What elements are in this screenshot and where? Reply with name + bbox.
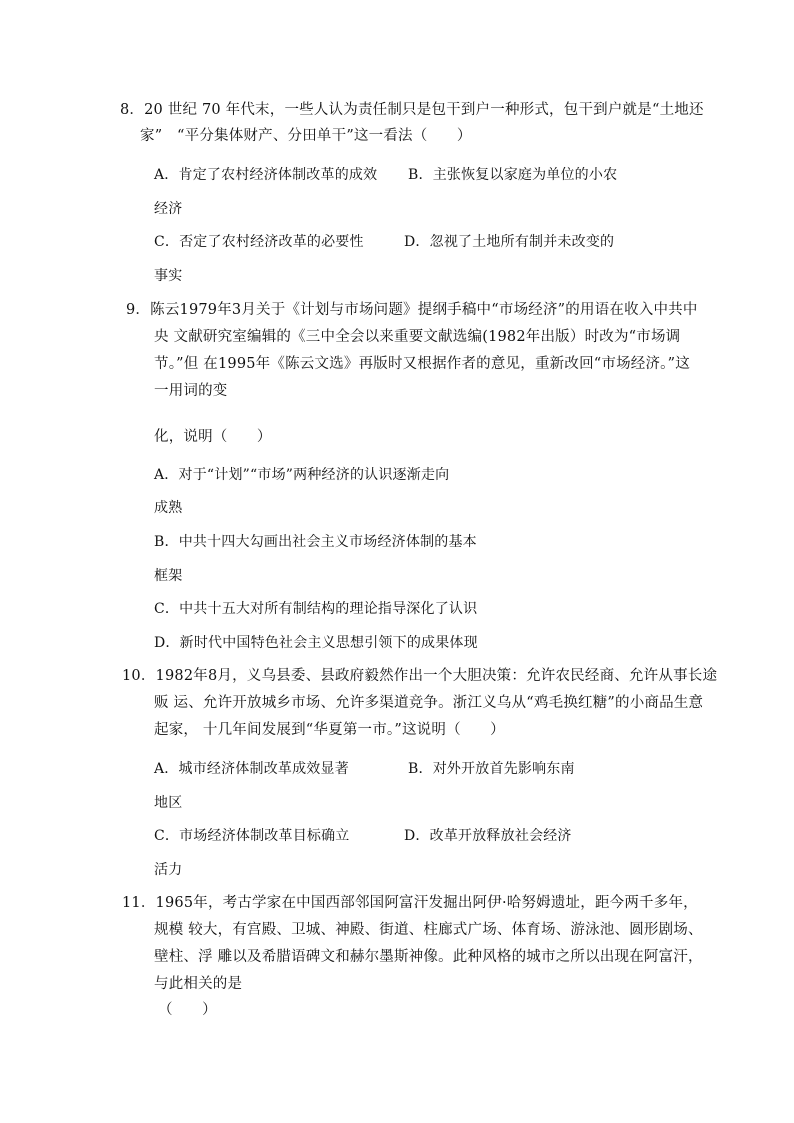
option-10-c: C．市场经济体制改革目标确立 [154,828,350,844]
option-8-b: B．主张恢复以家庭为单位的小农 [408,167,618,183]
question-11-answer-blank: （ ） [158,1002,217,1018]
option-8-d-continuation: 事实 [154,268,183,284]
question-10-stem-line-3: 起家， 十几年间发展到“华夏第一市。”这说明（ ） [154,722,505,738]
option-10-d-continuation: 活力 [154,862,183,878]
option-9-b: B．中共十四大勾画出社会主义市场经济体制的基本 [154,534,477,550]
question-8-stem-line-1: 8．20 世纪 70 年代末，一些人认为责任制只是包干到户一种形式，包干到户就是“土地还 [120,102,704,118]
question-10-stem-line-1: 10．1982年8月，义乌县委、县政府毅然作出一个大胆决策：允许农民经商、允许从事长途 [122,668,718,684]
option-10-a: A．城市经济体制改革成效显著 [154,761,349,777]
option-9-a: A．对于“计划”“市场”两种经济的认识逐渐走向 [154,467,450,483]
question-11-stem-line-4: 与此相关的是 [154,976,243,992]
option-8-c: C．否定了农村经济改革的必要性 [154,234,364,250]
option-9-c: C．中共十五大对所有制结构的理论指导深化了认识 [154,601,478,617]
question-9-stem-line-4: 一用词的变 [154,383,228,399]
question-9-stem-line-1: 9．陈云1979年3月关于《计划与市场问题》提纲手稿中“市场经济”的用语在收入中共中 [126,302,698,318]
question-10-stem-line-2: 贩 运、允许开放城乡市场、允许多渠道竞争。浙江义乌从“鸡毛换红糖”的小商品生意 [154,695,704,711]
question-9-stem-line-3: 节。”但 在1995年《陈云文选》再版时又根据作者的意见，重新改回“市场经济。”这 [154,356,690,372]
option-9-d: D．新时代中国特色社会主义思想引领下的成果体现 [154,635,478,651]
question-8-stem-line-2: 家” “平分集体财产、分田单干”这一看法（ ） [140,128,472,144]
question-9-stem-line-2: 央 文献研究室编辑的《三中全会以来重要文献选编(1982年出版）时改为“市场调 [154,329,681,345]
question-11-stem-line-3: 壁柱、浮 雕以及希腊语碑文和赫尔墨斯神像。此种风格的城市之所以出现在阿富汗， [154,949,703,965]
option-10-b: B．对外开放首先影响东南 [408,761,575,777]
option-9-b-continuation: 框架 [154,568,183,584]
question-11-stem-line-1: 11．1965年，考古学家在中国西部邻国阿富汗发掘出阿伊·哈努姆遗址，距今两千多年， [122,895,698,911]
question-9-stem-line-5: 化，说明（ ） [154,429,272,445]
option-8-d: D．忽视了土地所有制并未改变的 [404,234,615,250]
option-10-d: D．改革开放释放社会经济 [404,828,572,844]
option-10-b-continuation: 地区 [154,795,183,811]
option-8-b-continuation: 经济 [154,201,183,217]
option-8-a: A．肯定了农村经济体制改革的成效 [154,167,378,183]
question-11-stem-line-2: 规模 较大，有宫殿、卫城、神殿、街道、柱廊式广场、体育场、游泳池、圆形剧场、 [154,922,703,938]
option-9-a-continuation: 成熟 [154,500,183,516]
